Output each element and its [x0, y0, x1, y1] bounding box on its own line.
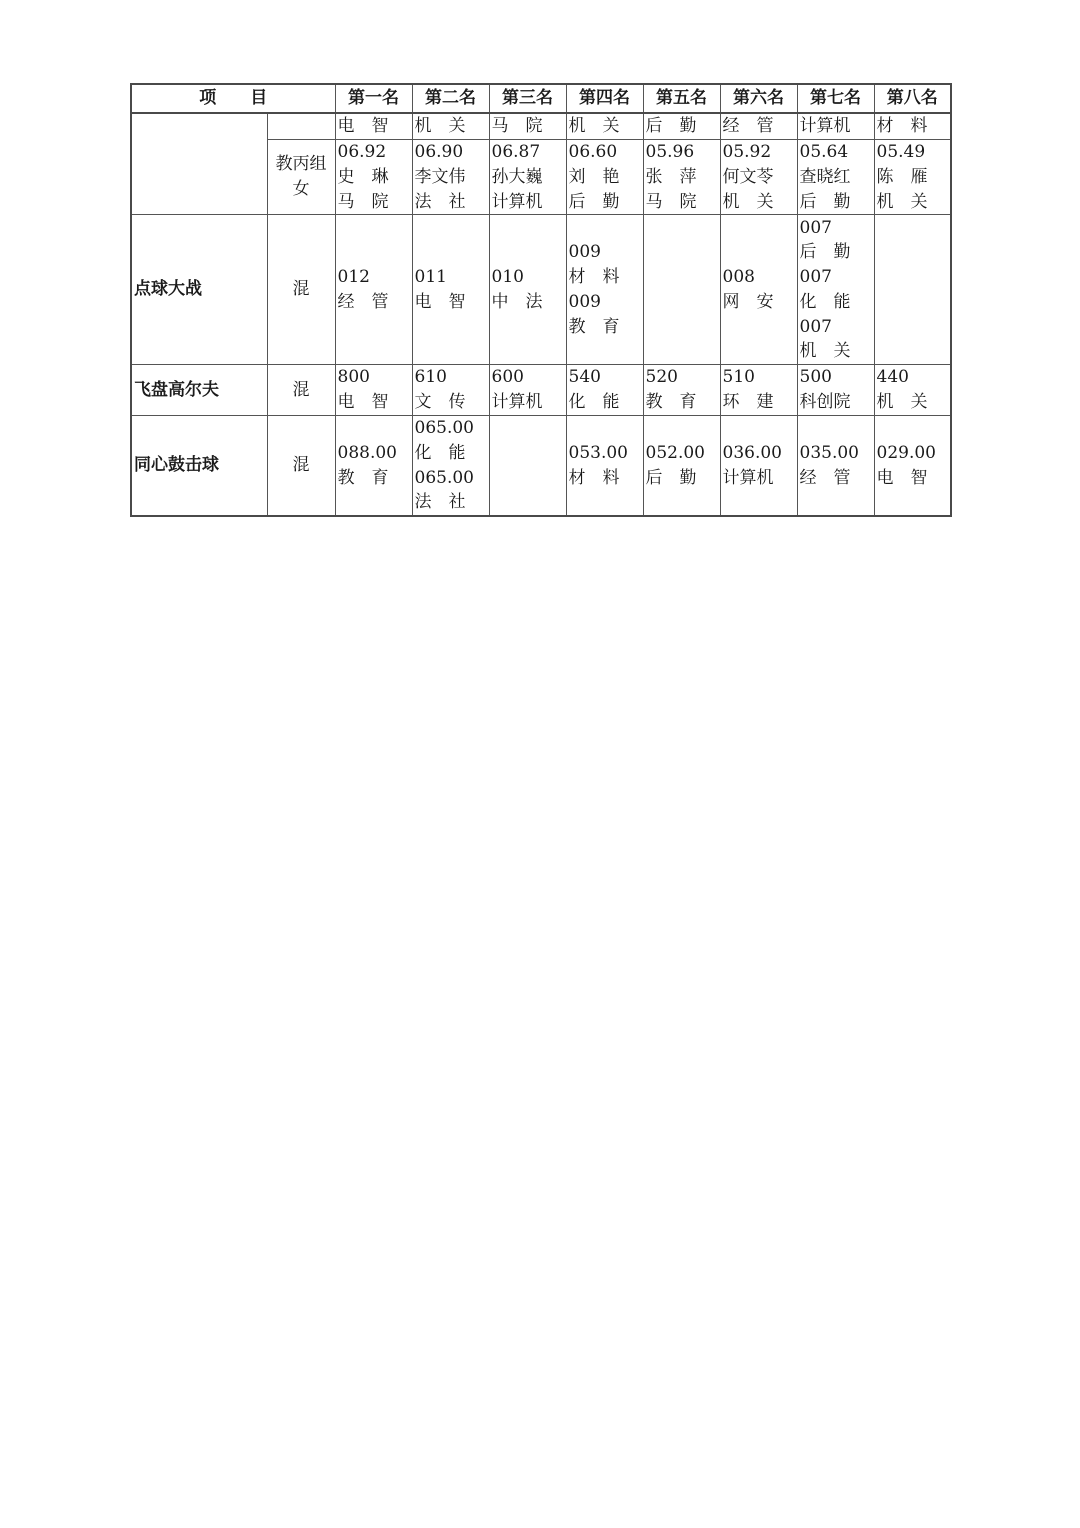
rank-header-8: 第八名 [874, 84, 951, 113]
result-cell: 500 科创院 [797, 365, 874, 416]
result-cell [643, 215, 720, 365]
rank-header-2: 第二名 [412, 84, 489, 113]
rank-header-7: 第七名 [797, 84, 874, 113]
result-cell: 05.96 张 萍 马 院 [643, 140, 720, 215]
result-cell [874, 215, 951, 365]
unit-cell-8: 材 料 [874, 113, 951, 140]
result-cell: 010 中 法 [489, 215, 566, 365]
result-cell: 06.90 李文伟 法 社 [412, 140, 489, 215]
result-cell: 088.00 教 育 [335, 415, 412, 516]
rank-header-3: 第三名 [489, 84, 566, 113]
unit-cell-2: 机 关 [412, 113, 489, 140]
disc-golf-row [131, 365, 951, 416]
item-header: 项 目 [131, 84, 335, 113]
rank-header-1: 第一名 [335, 84, 412, 113]
result-cell: 440 机 关 [874, 365, 951, 416]
result-cell: 035.00 经 管 [797, 415, 874, 516]
result-cell: 007 后 勤 007 化 能 007 机 关 [797, 215, 874, 365]
result-cell: 052.00 后 勤 [643, 415, 720, 516]
result-cell: 011 电 智 [412, 215, 489, 365]
unit-row [131, 113, 951, 140]
group-cell: 混 [267, 215, 335, 365]
result-cell: 036.00 计算机 [720, 415, 797, 516]
event-name: 飞盘高尔夫 [131, 365, 267, 416]
unit-cell-1: 电 智 [335, 113, 412, 140]
result-cell: 510 环 建 [720, 365, 797, 416]
unit-cell-7: 计算机 [797, 113, 874, 140]
result-cell: 06.87 孙大巍 计算机 [489, 140, 566, 215]
event-cell-empty [131, 113, 267, 215]
result-cell: 012 经 管 [335, 215, 412, 365]
event-name: 同心鼓击球 [131, 415, 267, 516]
result-cell: 06.60 刘 艳 后 勤 [566, 140, 643, 215]
result-cell: 05.92 何文苓 机 关 [720, 140, 797, 215]
result-cell: 520 教 育 [643, 365, 720, 416]
group-cell: 混 [267, 365, 335, 416]
rank-header-6: 第六名 [720, 84, 797, 113]
result-cell: 06.92 史 琳 马 院 [335, 140, 412, 215]
result-cell: 610 文 传 [412, 365, 489, 416]
unit-cell-3: 马 院 [489, 113, 566, 140]
unit-cell-5: 后 勤 [643, 113, 720, 140]
rank-header-5: 第五名 [643, 84, 720, 113]
unit-cell-4: 机 关 [566, 113, 643, 140]
result-cell: 065.00 化 能 065.00 法 社 [412, 415, 489, 516]
penalty-row [131, 215, 951, 365]
header-row [131, 84, 951, 113]
drum-row [131, 415, 951, 516]
result-cell: 009 材 料 009 教 育 [566, 215, 643, 365]
result-cell: 540 化 能 [566, 365, 643, 416]
rank-header-4: 第四名 [566, 84, 643, 113]
unit-cell-6: 经 管 [720, 113, 797, 140]
event-name: 点球大战 [131, 215, 267, 365]
result-cell: 05.49 陈 雁 机 关 [874, 140, 951, 215]
result-cell: 053.00 材 料 [566, 415, 643, 516]
group-cell-empty [267, 113, 335, 140]
result-cell: 05.64 查晓红 后 勤 [797, 140, 874, 215]
results-table [130, 83, 952, 517]
result-cell: 029.00 电 智 [874, 415, 951, 516]
group-cell: 教丙组女 [267, 140, 335, 215]
result-cell: 008 网 安 [720, 215, 797, 365]
result-cell [489, 415, 566, 516]
result-cell: 600 计算机 [489, 365, 566, 416]
result-cell: 800 电 智 [335, 365, 412, 416]
group-cell: 混 [267, 415, 335, 516]
